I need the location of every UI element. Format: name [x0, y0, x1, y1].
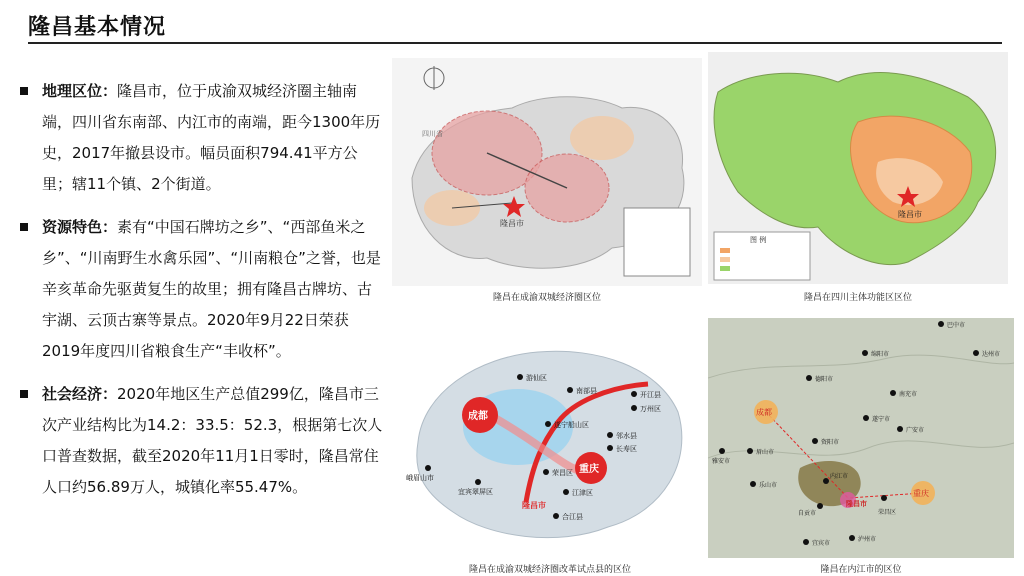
map1-label-city: 隆昌市	[500, 219, 524, 228]
square-bullet-icon	[20, 390, 28, 398]
map-chengyu-circle-svg	[392, 58, 702, 286]
bullet-text: 2020年地区生产总值299亿，隆昌市三次产业结构比为14.2：33.5：52.3，根据第七次人口普查数据，截至2020年11月1日零时，隆昌常住人口约56.89万人，城镇化率55.47%。	[42, 385, 383, 496]
map-neijiang-svg	[708, 318, 1014, 558]
map4-place: 遂宁市	[872, 416, 891, 423]
map-pilot-counties	[398, 322, 702, 575]
map3-place: 万州区	[640, 405, 661, 413]
map4-place: 乐山市	[759, 482, 778, 489]
map4-place: 雅安市	[712, 458, 731, 465]
map1-caption: 隆昌在成渝双城经济圈区位	[492, 293, 601, 303]
map4-place: 眉山市	[756, 449, 775, 456]
map-neijiang	[708, 318, 1014, 575]
map4-caption: 隆昌在内江市的区位	[820, 565, 902, 575]
map2-label-city: 隆昌市	[898, 210, 922, 219]
map4-place: 泸州市	[858, 536, 877, 543]
map4-place: 广安市	[906, 427, 925, 434]
map-pilot-counties-svg	[398, 322, 702, 558]
map3-caption: 隆昌在成渝双城经济圈改革试点县的区位	[468, 565, 631, 575]
map4-place: 巴中市	[947, 322, 966, 329]
map3-chongqing: 重庆	[579, 464, 599, 475]
map4-place: 资阳市	[821, 439, 840, 446]
map4-place: 达州市	[982, 351, 1001, 358]
map4-place: 内江市	[830, 473, 849, 480]
map4-chongqing: 重庆	[913, 489, 929, 498]
bullet-label: 地理区位：	[42, 82, 118, 100]
bullet-resources	[18, 212, 386, 367]
bullet-economy	[18, 379, 386, 503]
map3-place: 长寿区	[616, 445, 637, 453]
square-bullet-icon	[20, 87, 28, 95]
map3-place: 合江县	[562, 513, 583, 521]
map3-place: 邻水县	[616, 432, 637, 440]
map2-caption: 隆昌在四川主体功能区区位	[803, 293, 912, 303]
map4-place: 南充市	[899, 391, 918, 398]
square-bullet-icon	[20, 223, 28, 231]
map2-legend-title: 图 例	[750, 236, 767, 244]
map4-place: 宜宾市	[812, 540, 831, 547]
page-title: 隆昌基本情况	[28, 15, 167, 40]
map3-chengdu: 成都	[468, 411, 488, 422]
map-sichuan-zones	[708, 52, 1008, 303]
map4-longchang: 隆昌市	[846, 500, 867, 508]
info-list	[18, 76, 386, 515]
map3-place: 宜宾翠屏区	[458, 488, 493, 496]
map3-place: 南部县	[576, 387, 597, 395]
bullet-geography	[18, 76, 386, 200]
map4-chengdu: 成都	[756, 408, 772, 417]
map-sichuan-zones-svg	[708, 52, 1008, 284]
map3-place: 游仙区	[526, 374, 547, 382]
bullet-label: 资源特色：	[42, 218, 118, 236]
map3-place: 开江县	[640, 391, 661, 399]
map4-place: 自贡市	[798, 510, 817, 517]
map3-place: 江津区	[572, 489, 593, 497]
title-divider	[28, 42, 1002, 44]
map3-place: 荣昌区	[552, 469, 573, 477]
map3-place: 遂宁船山区	[554, 421, 589, 429]
map3-longchang: 隆昌市	[522, 501, 546, 510]
map-chengyu-circle	[392, 58, 702, 303]
map4-place: 荣昌区	[878, 509, 897, 516]
bullet-label: 社会经济：	[42, 385, 118, 403]
map1-label-prov: 四川省	[422, 130, 443, 138]
bullet-text: 素有“中国石牌坊之乡”、“西部鱼米之乡”、“川南野生水禽乐园”、“川南粮仓”之誉，也是辛亥革命先驱黄复生的故里；拥有隆昌古牌坊、古宇湖、云顶古寨等景点。2020年9月22日荣获2019年度四川省粮食生产“丰收杯”。	[42, 218, 381, 360]
bullet-text: 隆昌市，位于成渝双城经济圈主轴南端，四川省东南部、内江市的南端，距今1300年历史，2017年撤县设市。幅员面积794.41平方公里；辖11个镇、2个街道。	[42, 82, 381, 193]
map3-place: 峨眉山市	[406, 474, 434, 482]
map4-place: 绵阳市	[871, 351, 890, 358]
map4-place: 德阳市	[815, 376, 834, 383]
